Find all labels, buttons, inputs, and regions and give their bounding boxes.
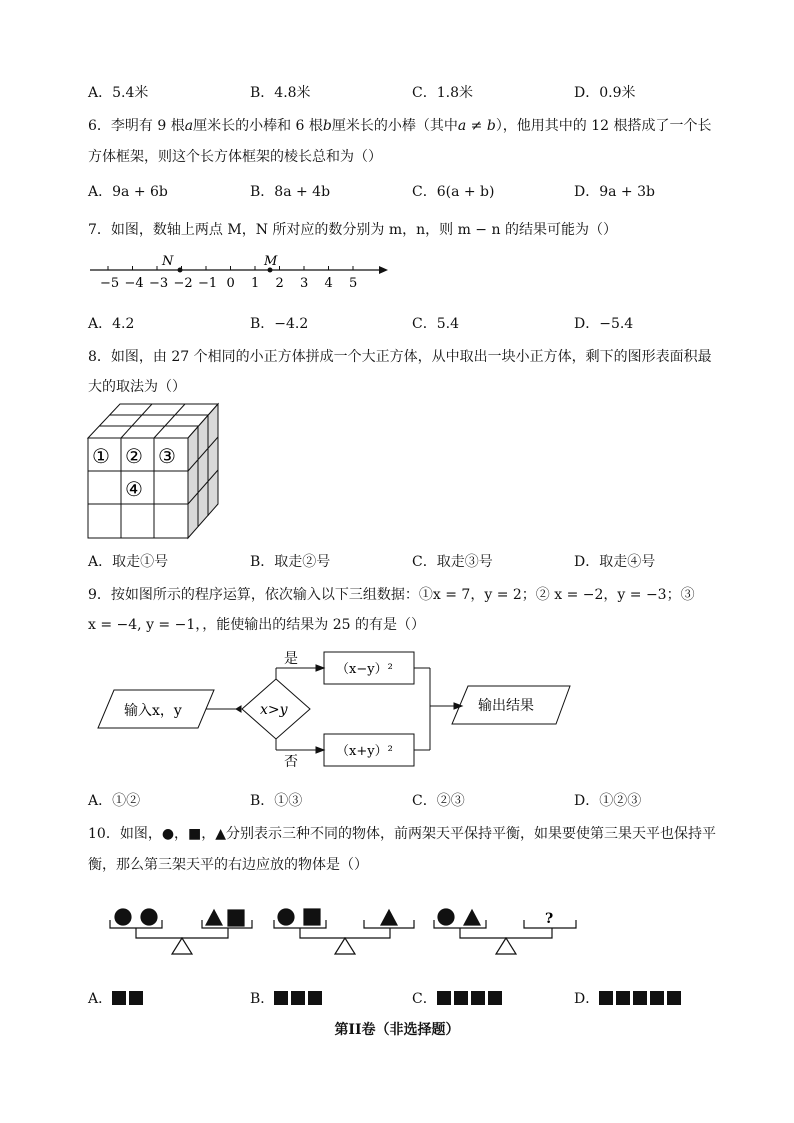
square-icon — [129, 991, 143, 1005]
tick-label: 2 — [275, 276, 284, 291]
tick-label: 0 — [226, 276, 235, 291]
square-icon — [633, 991, 647, 1005]
section-title: 第II卷（非选择题） — [334, 1022, 460, 1038]
q8-option-a[interactable]: A．取走①号 — [88, 554, 169, 570]
q8-line1: 8．如图，由 27 个相同的小正方体拼成一个大正方体，从中取出一块小正方体，剩下的图形表面积最 — [88, 349, 712, 365]
cube-label-4: ④ — [125, 477, 143, 501]
tick-label: 5 — [349, 276, 358, 291]
tick-label: −2 — [173, 276, 193, 291]
tick-label: −1 — [198, 276, 218, 291]
q9-option-d[interactable]: D．①②③ — [574, 793, 642, 809]
tick-label: 3 — [300, 276, 309, 291]
square-icon — [616, 991, 630, 1005]
flow-condition-text: x>y — [260, 702, 288, 718]
question-mark: ? — [545, 911, 554, 927]
q8-line2: 大的取法为（） — [88, 379, 186, 395]
q8-option-b[interactable]: B．取走②号 — [250, 554, 331, 570]
q9-option-a[interactable]: A．①② — [88, 793, 141, 809]
square-icon — [599, 991, 613, 1005]
square-icon — [437, 991, 451, 1005]
q9-line1: 9．按如图所示的程序运算，依次输入以下三组数据：①x = 7，y = 2；② x = −2，y = −3；③ — [88, 587, 695, 603]
q10-option-c[interactable]: C． — [412, 988, 505, 1008]
flow-no-box-text: （x+y）² — [336, 744, 393, 759]
number-line — [86, 252, 396, 292]
q5-option-a[interactable]: A．5.4米 — [88, 85, 149, 101]
q6-option-a[interactable]: A．9a + 6b — [88, 184, 168, 200]
balance-scale-2 — [274, 909, 414, 954]
cube-label-1: ① — [92, 444, 110, 468]
square-icon — [650, 991, 664, 1005]
q5-option-d[interactable]: D．0.9米 — [574, 85, 636, 101]
cube-figure — [86, 402, 222, 540]
var-a: a — [184, 118, 194, 134]
square-icon — [291, 991, 305, 1005]
q8-option-c[interactable]: C．取走③号 — [412, 554, 493, 570]
flow-input-text: 输入x，y — [124, 703, 182, 719]
q9-line2: x = −4, y = −1，，能使输出的结果为 25 的有是（） — [88, 617, 425, 633]
square-icon — [112, 991, 126, 1005]
q7-line1: 7．如图，数轴上两点 M，N 所对应的数分别为 m，n，则 m − n 的结果可能为（） — [88, 222, 617, 238]
q6-option-b[interactable]: B．8a + 4b — [250, 184, 331, 200]
square-icon — [667, 991, 681, 1005]
cube-label-3: ③ — [158, 444, 176, 468]
square-icon — [488, 991, 502, 1005]
q7-option-c[interactable]: C．5.4 — [412, 316, 459, 332]
q7-option-d[interactable]: D．−5.4 — [574, 316, 634, 332]
balance-scale-3 — [434, 909, 576, 954]
q6-line1: 6．李明有 9 根a厘米长的小棒和 6 根b厘米长的小棒（其中a ≠ b），他用其中的 12 根搭成了一个长 — [88, 118, 712, 134]
q10-line2: 衡，那么第三架天平的右边应放的物体是（） — [88, 857, 368, 873]
q10-option-d[interactable]: D． — [574, 988, 684, 1008]
q10-option-a[interactable]: A． — [88, 988, 146, 1008]
q5-option-c[interactable]: C．1.8米 — [412, 85, 473, 101]
flow-yes-box-text: （x−y）² — [336, 662, 393, 677]
label-n: N — [162, 254, 174, 269]
label-m: M — [264, 254, 278, 269]
q10-option-b[interactable]: B． — [250, 988, 325, 1008]
tick-label: 1 — [251, 276, 260, 291]
square-icon — [454, 991, 468, 1005]
balance-scale-1 — [110, 909, 252, 954]
q8-option-d[interactable]: D．取走④号 — [574, 554, 656, 570]
balance-scales — [104, 900, 584, 962]
q6-option-c[interactable]: C．6(a + b) — [412, 184, 495, 200]
cube-label-2: ② — [125, 444, 143, 468]
tick-label: −4 — [124, 276, 144, 291]
q7-option-b[interactable]: B．−4.2 — [250, 316, 309, 332]
q7-option-a[interactable]: A．4.2 — [88, 316, 135, 332]
tick-label: −5 — [100, 276, 120, 291]
square-icon — [274, 991, 288, 1005]
var-b: b — [322, 118, 332, 134]
tick-label: 4 — [324, 276, 333, 291]
flow-output-text: 输出结果 — [478, 698, 534, 714]
tick-label: −3 — [149, 276, 169, 291]
q6-option-d[interactable]: D．9a + 3b — [574, 184, 655, 200]
flow-yes-label: 是 — [284, 651, 298, 667]
q10-line1: 10．如图，●，■，▲分别表示三种不同的物体，前两架天平保持平衡，如果要使第三果天平也保持平 — [88, 826, 717, 842]
q6-line2: 方体框架，则这个长方体框架的棱长总和为（） — [88, 149, 382, 165]
square-icon — [471, 991, 485, 1005]
flowchart — [96, 646, 576, 776]
q9-option-b[interactable]: B．①③ — [250, 793, 303, 809]
square-icon — [308, 991, 322, 1005]
q6-condition: a ≠ b — [457, 118, 496, 134]
q9-option-c[interactable]: C．②③ — [412, 793, 465, 809]
q5-option-b[interactable]: B．4.8米 — [250, 85, 311, 101]
flow-no-label: 否 — [284, 754, 298, 770]
point-n — [178, 268, 183, 273]
